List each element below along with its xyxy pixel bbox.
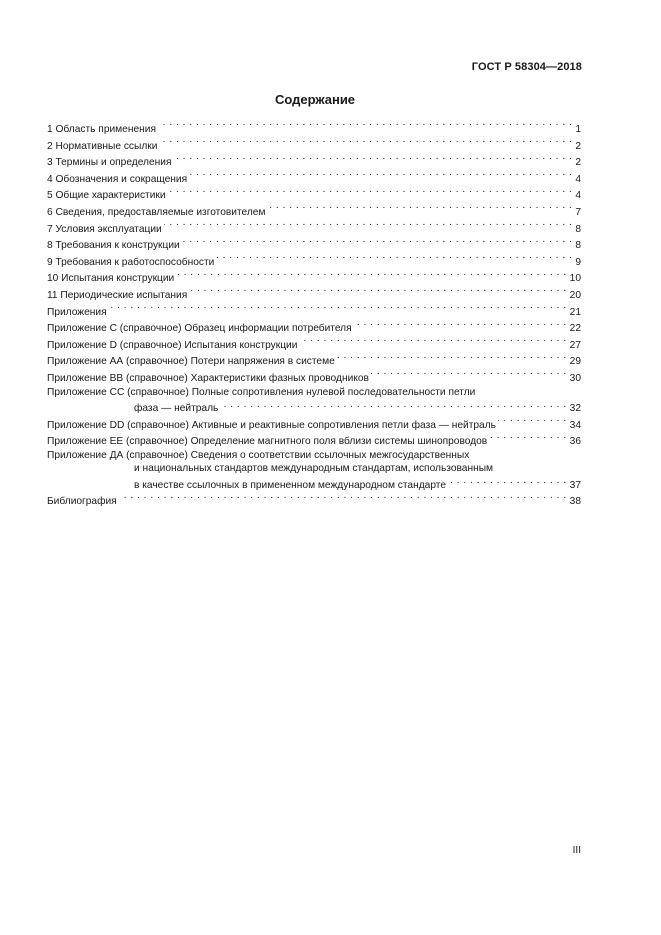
- table-of-contents: [47, 120, 581, 509]
- toc-entry-label: Приложение DD (справочное) Активные и реактивные сопротивления петли фаза — нейтраль: [47, 419, 496, 431]
- toc-entry-page: 1: [575, 124, 581, 135]
- toc-entry-label: 11 Периодические испытания: [47, 289, 188, 301]
- toc-entry-page: 32: [569, 403, 581, 414]
- toc-entry-continuation: и национальных стандартов международным стандартам, использованным: [134, 463, 494, 475]
- toc-entry-label: Приложение С (справочное) Образец информации потребителя: [47, 323, 352, 335]
- toc-entry-page: 7: [575, 206, 581, 218]
- toc-entry[interactable]: [47, 203, 581, 220]
- toc-entry[interactable]: [47, 153, 581, 170]
- dot-leader: [119, 492, 567, 504]
- dot-leader: [489, 432, 566, 444]
- toc-entry-page: 10: [569, 273, 581, 285]
- toc-entry-label: 5 Общие характеристики: [47, 190, 166, 202]
- toc-entry-page: 20: [569, 289, 581, 301]
- toc-entry-label: 3 Термины и определения: [47, 157, 172, 169]
- toc-entry-page: 27: [569, 339, 581, 351]
- dot-leader: [220, 399, 566, 411]
- dot-leader: [354, 319, 567, 331]
- dot-leader: [498, 416, 567, 428]
- toc-entry-page: 38: [569, 496, 581, 508]
- dot-leader: [299, 336, 566, 348]
- toc-entry[interactable]: [47, 269, 581, 286]
- dot-leader: [164, 220, 573, 232]
- toc-entry-page: 30: [569, 372, 581, 384]
- toc-entry[interactable]: [47, 319, 581, 336]
- dot-leader: [168, 186, 573, 198]
- toc-entry-label: 7 Условия эксплуатации: [47, 223, 162, 235]
- toc-entry-label: Приложение ВВ (справочное) Характеристики фазных проводников: [47, 372, 369, 384]
- toc-entry-page: 8: [575, 223, 581, 235]
- toc-entry[interactable]: [47, 416, 581, 433]
- dot-leader: [189, 170, 572, 182]
- toc-entry[interactable]: [47, 253, 581, 270]
- toc-entry[interactable]: [47, 432, 581, 449]
- toc-entry-label: 8 Требования к конструкции: [47, 240, 180, 252]
- dot-leader: [448, 476, 567, 488]
- toc-entry-page: 2: [575, 140, 581, 152]
- dot-leader: [371, 369, 567, 381]
- page-number: III: [572, 845, 581, 856]
- dot-leader: [189, 286, 566, 298]
- toc-entry[interactable]: [47, 369, 581, 386]
- toc-entry-label: 4 Обозначения и сокращения: [47, 173, 188, 185]
- toc-entry-page: 8: [575, 240, 581, 252]
- toc-entry-label: Приложение СС (справочное) Полные сопротивления нулевой последовательности петли: [47, 386, 476, 398]
- toc-entry-page: 4: [575, 190, 581, 202]
- toc-entry-label: 6 Сведения, предоставляемые изготовителем: [47, 206, 266, 218]
- dot-leader: [159, 137, 572, 149]
- toc-entry[interactable]: [47, 286, 581, 303]
- dot-leader: [267, 203, 572, 215]
- toc-entry-label: в качестве ссылочных в примененном международном стандарте: [134, 479, 446, 491]
- toc-title: Содержание: [274, 92, 356, 107]
- toc-entry[interactable]: [47, 170, 581, 187]
- toc-entry-continuation: [47, 476, 581, 490]
- dot-leader: [176, 269, 566, 281]
- toc-entry-multiline[interactable]: [47, 449, 581, 490]
- toc-entry-page: 2: [575, 157, 581, 169]
- dot-leader: [182, 236, 573, 248]
- toc-entry-label: Приложение ЕЕ (справочное) Определение магнитного поля вблизи системы шинопроводов: [47, 436, 488, 448]
- toc-entry-label: фаза — нейтраль: [134, 403, 219, 414]
- toc-entry-label: Приложение АА (справочное) Потери напряжения в системе: [47, 356, 335, 368]
- toc-entry[interactable]: [47, 492, 581, 509]
- toc-entry-page: 21: [569, 306, 581, 318]
- dot-leader: [109, 303, 567, 315]
- toc-entry[interactable]: [47, 352, 581, 369]
- toc-entry-page: 9: [575, 256, 581, 268]
- document-code: ГОСТ Р 58304—2018: [471, 61, 582, 73]
- toc-entry[interactable]: [47, 303, 581, 320]
- toc-entry-label: 9 Требования к работоспособности: [47, 256, 215, 268]
- toc-entry-label: Приложения: [47, 306, 107, 318]
- toc-entry-label: Библиография: [47, 496, 117, 508]
- toc-entry-label: 1 Область применения: [47, 124, 156, 135]
- toc-entry[interactable]: [47, 120, 581, 137]
- toc-entry-label: 2 Нормативные ссылки: [47, 140, 158, 152]
- toc-entry-page: 4: [575, 173, 581, 185]
- toc-entry-page: 36: [569, 436, 581, 448]
- toc-entry[interactable]: [47, 220, 581, 237]
- toc-entry-page: 22: [569, 323, 581, 335]
- toc-entry-label: Приложение D (справочное) Испытания конструкции: [47, 339, 298, 351]
- dot-leader: [337, 352, 567, 364]
- toc-entry-label: Приложение ДА (справочное) Сведения о соответствии ссылочных межгосударственных: [47, 449, 470, 461]
- toc-entry[interactable]: [47, 186, 581, 203]
- dot-leader: [158, 120, 572, 132]
- toc-entry[interactable]: [47, 236, 581, 253]
- toc-entry-page: 34: [569, 419, 581, 431]
- toc-entry-page: 37: [569, 479, 581, 491]
- toc-entry[interactable]: [47, 137, 581, 154]
- toc-entry-continuation: [47, 399, 581, 413]
- dot-leader: [216, 253, 572, 265]
- toc-entry[interactable]: [47, 336, 581, 353]
- toc-entry-page: 29: [569, 356, 581, 368]
- toc-entry-multiline[interactable]: [47, 386, 581, 413]
- dot-leader: [173, 153, 572, 165]
- toc-entry-label: 10 Испытания конструкции: [47, 273, 175, 285]
